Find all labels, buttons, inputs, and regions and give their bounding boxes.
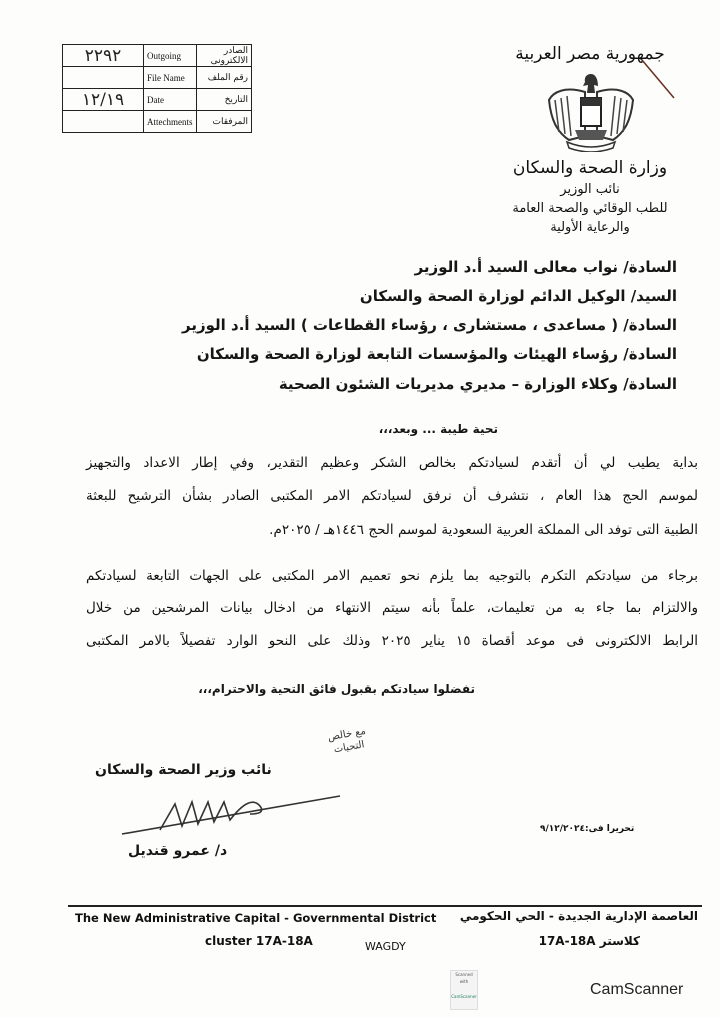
closing: تفضلوا سيادتكم بقبول فائق التحية والاحترام،،، xyxy=(198,682,475,696)
addressee-line: السادة/ نواب معالى السيد أ.د الوزير xyxy=(414,258,677,276)
footer-arabic-line1: العاصمة الإدارية الجديدة - الحي الحكومي xyxy=(459,909,698,923)
pen-mark-icon xyxy=(640,58,680,104)
paragraph1-line: لموسم الحج هذا العام ، نتشرف أن نرفق لسيادتكم الامر المكتبى الصادر بشأن الترشيح للبعثة xyxy=(86,488,698,504)
addressee-line: السيد/ الوكيل الدائم لوزارة الصحة والسكان xyxy=(359,287,677,305)
file-name-label-en: File Name xyxy=(144,67,197,89)
eagle-emblem-icon xyxy=(545,70,637,152)
ref-row-file-name xyxy=(63,67,252,89)
outgoing-label-ar: الصادر الالكترونى xyxy=(197,45,252,67)
date-value: ١٢/١٩ xyxy=(63,89,144,111)
file-name-value xyxy=(63,67,144,89)
outgoing-value: ٢٢٩٢ xyxy=(63,45,144,67)
attachments-label-ar: المرفقات xyxy=(197,111,252,133)
ref-row-date xyxy=(63,89,252,111)
attachments-value xyxy=(63,111,144,133)
paragraph2-line: الرابط الالكترونى فى موعد أقصاة ١٥ يناير ٢٠٢٥ وذلك على النحو الوارد تفصيلاً بالامر المكتبى xyxy=(86,633,699,649)
signatory-name: د/ عمرو قنديل xyxy=(128,843,228,859)
footer-divider xyxy=(68,905,702,907)
letterhead-country: جمهورية مصر العربية xyxy=(515,44,665,64)
letterhead-office-line3: والرعاية الأولية xyxy=(550,220,630,235)
letterhead-ministry: وزارة الصحة والسكان xyxy=(512,158,668,178)
camscanner-label: CamScanner xyxy=(590,981,684,998)
footer-english-line1: The New Administrative Capital - Governmental District xyxy=(75,911,437,925)
date-written: تحريرا فى:٩/١٢/٢٠٢٤ xyxy=(540,824,635,834)
greeting: تحية طيبة ... وبعد،،، xyxy=(378,422,498,436)
handwritten-note: مع خالص التحيات xyxy=(327,725,367,756)
addressee-line: السادة/ رؤساء الهيئات والمؤسسات التابعة لوزارة الصحة والسكان xyxy=(196,345,677,363)
paragraph1-line: الطبية التى توفد الى المملكة العربية السعودية لموسم الحج ١٤٤٦هـ / ٢٠٢٥م. xyxy=(269,522,698,538)
footer-arabic-line2: كلاستر 17A-18A xyxy=(538,934,640,948)
paragraph1-line: بداية يطيب لي أن أتقدم لسيادتكم بخالص الشكر وعظيم التقدير، وفي إطار الاعداد والتجهيز xyxy=(86,455,698,471)
attachments-label-en: Attechments xyxy=(144,111,197,133)
letterhead-office-line1: نائب الوزير xyxy=(560,182,620,197)
reference-box xyxy=(62,44,252,133)
camscanner-badge xyxy=(450,970,478,1010)
outgoing-label-en: Outgoing xyxy=(144,45,197,67)
file-name-label-ar: رقم الملف xyxy=(197,67,252,89)
date-label-en: Date xyxy=(144,89,197,111)
addressee-line: السادة/ ( مساعدى ، مستشارى ، رؤساء القطاعات ) السيد أ.د الوزير xyxy=(182,316,677,334)
letterhead-office-line2: للطب الوقائي والصحة العامة xyxy=(512,201,668,216)
addressee-line: السادة/ وكلاء الوزارة – مديري مديريات الشئون الصحية xyxy=(278,375,677,393)
footer-english-line2: cluster 17A-18A xyxy=(205,934,313,948)
signature-scribble-icon xyxy=(120,790,360,840)
ref-row-outgoing xyxy=(63,45,252,67)
date-label-ar: التاريخ xyxy=(197,89,252,111)
signatory-title: نائب وزير الصحة والسكان xyxy=(95,762,272,778)
paragraph2-line: والالتزام بما جاء به من تعليمات، علماً بأنه سيتم الانتهاء من ادخال بيانات المرشحين من خلال xyxy=(86,600,698,616)
camscanner-badge-line1: Scanned with xyxy=(455,972,473,984)
paragraph2-line: برجاء من سيادتكم التكرم بالتوجيه بما يلزم نحو تعميم الامر المكتبى على الجهات التابعة لسيادتكم xyxy=(86,568,698,584)
ref-row-attachments xyxy=(63,111,252,133)
camscanner-badge-line2: CamScanner xyxy=(451,994,477,999)
typist-initials: WAGDY xyxy=(365,940,406,953)
